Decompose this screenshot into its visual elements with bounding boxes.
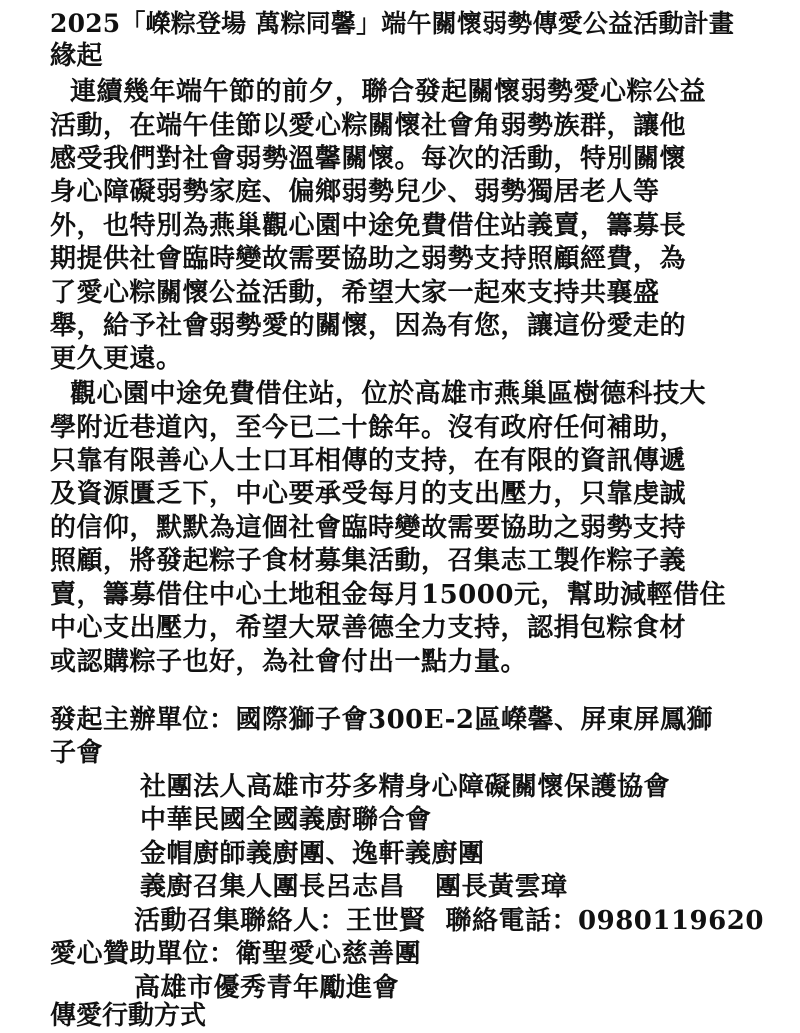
convener-leader: 義廚召集人團長呂志昌	[140, 872, 406, 902]
co-organizer: 金帽廚師義廚團、逸軒義廚團	[140, 839, 485, 869]
convener-leader-second: 團長黃雲璋	[435, 872, 568, 902]
paragraph-line: 更久更遠。	[50, 344, 183, 374]
paragraph-line: 只靠有限善心人士口耳相傳的支持，在有限的資訊傳遞	[50, 446, 687, 476]
co-organizer: 社團法人高雄市芬多精身心障礙關懷保護協會	[140, 772, 671, 802]
co-organizer: 中華民國全國義廚聯合會	[140, 805, 432, 835]
contact-person: 活動召集聯絡人：王世賢	[134, 906, 426, 936]
organizers-line: 子會	[50, 738, 104, 768]
section-heading: 緣起	[50, 41, 104, 71]
sponsor-line: 愛心贊助單位：衛聖愛心慈善團	[50, 939, 422, 969]
paragraph-line: 感受我們對社會弱勢溫馨關懷。每次的活動，特別關懷	[50, 144, 687, 174]
paragraph-line: 中心支出壓力，希望大眾善德全力支持，認捐包粽食材	[50, 613, 687, 643]
paragraph-line: 舉，給予社會弱勢愛的關懷，因為有您，讓這份愛走的	[50, 311, 687, 341]
paragraph-line: 學附近巷道內，至今已二十餘年。沒有政府任何補助，	[50, 413, 687, 443]
cut-off-heading: 傳愛行動方式	[50, 1001, 207, 1031]
convener-line	[140, 871, 568, 904]
paragraph-line: 期提供社會臨時變故需要協助之弱勢支持照顧經費，為	[50, 244, 687, 274]
contact-line	[134, 905, 764, 938]
paragraph-line: 外，也特別為燕巢觀心園中途免費借住站義賣，籌募長	[50, 211, 687, 241]
paragraph-line: 連續幾年端午節的前夕，聯合發起關懷弱勢愛心粽公益	[70, 77, 707, 107]
contact-phone: 聯絡電話：0980119620	[445, 906, 764, 936]
paragraph-line: 身心障礙弱勢家庭、偏鄉弱勢兒少、弱勢獨居老人等	[50, 177, 660, 207]
paragraph-line: 的信仰，默默為這個社會臨時變故需要協助之弱勢支持	[50, 513, 687, 543]
paragraph-line: 活動，在端午佳節以愛心粽關懷社會角弱勢族群，讓他	[50, 111, 687, 141]
paragraph-line: 賣，籌募借住中心土地租金每月15000元，幫助減輕借住	[50, 580, 726, 610]
paragraph-line: 或認購粽子也好，為社會付出一點力量。	[50, 647, 528, 677]
organizers-line: 發起主辦單位：國際獅子會300E-2區嶸馨、屏東屏鳳獅	[50, 705, 713, 735]
document-title: 2025「嶸粽登場 萬粽同馨」端午關懷弱勢傳愛公益活動計畫	[50, 9, 735, 38]
paragraph-line: 了愛心粽關懷公益活動，希望大家一起來支持共襄盛	[50, 278, 660, 308]
paragraph-line: 照顧，將發起粽子食材募集活動，召集志工製作粽子義	[50, 546, 687, 576]
paragraph-line: 及資源匱乏下，中心要承受每月的支出壓力，只靠虔誠	[50, 479, 687, 509]
paragraph-line: 觀心園中途免費借住站，位於高雄市燕巢區樹德科技大	[70, 379, 707, 409]
sponsor-line: 高雄市優秀青年勵進會	[134, 973, 400, 1003]
